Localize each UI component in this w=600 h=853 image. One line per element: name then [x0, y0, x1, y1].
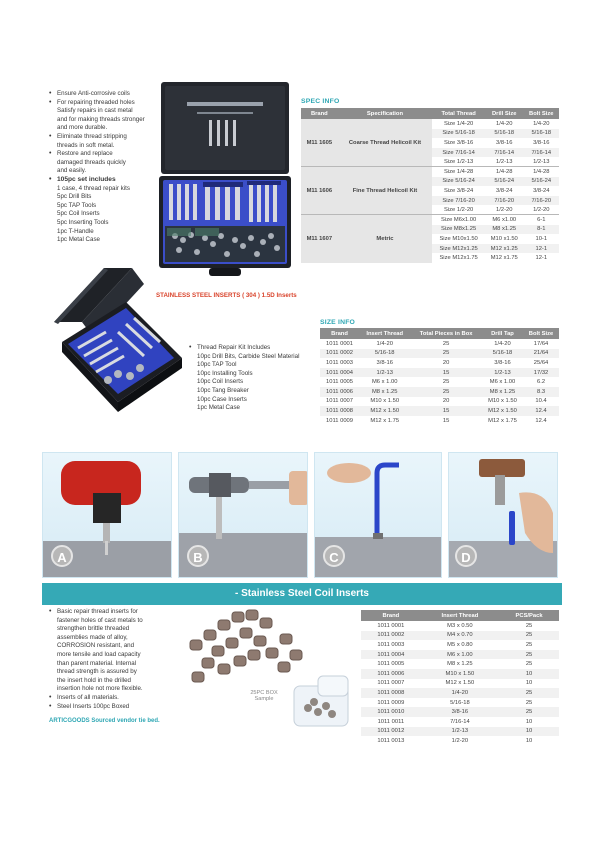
table-cell: 1011 0004: [320, 368, 359, 378]
group-brand-cell: M11 1606: [301, 167, 338, 215]
bottom-feature-item: thread strength is assured by: [57, 668, 137, 676]
table-cell: M4 x 0.70: [421, 631, 499, 641]
table-row: [320, 416, 559, 426]
table-cell: 25: [525, 622, 533, 629]
top-feature-item: 5pc Drill Bits: [57, 193, 92, 201]
table-header-cell: Insert Thread: [359, 328, 410, 339]
table-row: [361, 659, 559, 669]
bottom-feature-item: CORROSION resistant, and: [57, 642, 135, 650]
table-cell: 1011 0002: [361, 631, 421, 641]
mid-feature-item: 1pc Metal Case: [197, 404, 240, 412]
table-cell: 8.3: [523, 387, 559, 397]
table-cell: 3/8-16: [533, 139, 550, 146]
box-caption-line1: 25PC BOX: [250, 690, 278, 696]
table-cell: 1011 0003: [326, 359, 354, 366]
table-cell: 1011 0011: [377, 718, 405, 725]
table-cell: 25: [442, 340, 450, 347]
table-header-cell: Brand: [361, 610, 421, 621]
table-row: [320, 368, 559, 378]
table-cell: 10-1: [535, 235, 548, 242]
table-cell: M8 x 1.25: [359, 387, 410, 397]
table-cell: 25/64: [533, 359, 549, 366]
table-row: [361, 640, 559, 650]
table-header-cell: Bolt Size: [523, 328, 559, 339]
table-cell: 5/16-18: [359, 349, 410, 359]
table-row: [361, 736, 559, 746]
table1-title: SPEC INFO: [301, 98, 340, 105]
table-cell: Size M12x1.25: [432, 244, 485, 254]
table-cell: M3 x 0.50: [447, 622, 473, 629]
table-cell: 1/2-13: [496, 158, 513, 165]
table-cell: 10: [499, 669, 559, 679]
table-cell: Size 7/16-14: [432, 148, 485, 158]
table-cell: 25: [525, 641, 533, 648]
table-row: [361, 669, 559, 679]
size-table: [320, 328, 559, 425]
table-cell: Size 3/8-16: [443, 139, 474, 146]
bottom-feature-item: strengthen brittle threaded: [57, 625, 130, 633]
table-row: [320, 397, 559, 407]
table-cell: 25: [499, 650, 559, 660]
top-feature-item: 1pc Metal Case: [57, 236, 100, 244]
top-feature-item: • Restore and replace: [49, 150, 155, 159]
box-caption: [242, 690, 286, 702]
step-c-badge: C: [323, 545, 345, 567]
table-row: [361, 707, 559, 717]
table-cell: M6 x 1.00: [421, 650, 499, 660]
table-row: [361, 631, 559, 641]
table-cell: 1/4-20: [494, 340, 511, 347]
table-row: [320, 387, 559, 397]
table-cell: 7/16-20: [524, 196, 559, 206]
vendor-note-text: ARTICGOODS Sourced vendor tie bed.: [49, 718, 160, 724]
table-row: [361, 727, 559, 737]
table-header-cell: Drill Tap: [482, 328, 523, 339]
table-cell: M5 x 0.80: [447, 641, 473, 648]
top-feature-item: 5pc TAP Tools: [57, 201, 97, 209]
table-cell: 17/32: [523, 368, 559, 378]
bottom-feature-item: • Basic repair thread inserts for: [49, 608, 189, 617]
table-cell: 5/16-18: [524, 129, 559, 139]
bottom-feature-item: fastener holes of cast metals to: [57, 616, 143, 624]
table-row: [320, 349, 559, 359]
step-c-photo: [314, 452, 442, 578]
group-brand-cell: M11 1605: [301, 119, 338, 167]
table2-title: SIZE INFO: [320, 319, 356, 326]
step-d-badge: D: [455, 545, 477, 567]
table-header-cell: Total Thread: [432, 108, 485, 119]
table-cell: M12 x1.75: [490, 255, 518, 262]
table-cell: 1/4-28: [485, 167, 524, 177]
mid-feature-item: 10pc Coil Inserts: [197, 378, 244, 386]
table-cell: 12.4: [535, 417, 547, 424]
top-feature-item: • Ensure Anti-corrosive coils: [49, 90, 155, 99]
table-cell: 25: [499, 707, 559, 717]
table-cell: M8 x1.25: [485, 225, 524, 235]
table-cell: 3/8-16: [496, 139, 513, 146]
table-cell: 21/64: [523, 349, 559, 359]
table-cell: 1011 0006: [361, 669, 421, 679]
top-feature-item: and easily.: [57, 167, 87, 175]
table-cell: 10: [525, 737, 533, 744]
top-feature-item: damaged threads quickly: [57, 158, 126, 166]
table-cell: 7/16-14: [450, 718, 470, 725]
box-caption-line2: Sample: [254, 696, 274, 702]
table-cell: M10 x 1.50: [421, 669, 499, 679]
table-row: [320, 358, 559, 368]
table-cell: 12-1: [535, 255, 548, 262]
mid-feature-item: • Thread Repair Kit Includes: [189, 344, 317, 353]
group-spec-cell: Coarse Thread Helicoil Kit: [338, 119, 433, 167]
table-cell: M10 x1.50: [490, 235, 518, 242]
table-row: [361, 650, 559, 660]
top-feature-item: threads in soft metal.: [57, 141, 115, 149]
step-d-photo: [448, 452, 558, 578]
table-cell: 25: [410, 387, 482, 397]
table-row: [361, 698, 559, 708]
table-row: [301, 119, 559, 129]
table-cell: Size 1/4-28: [432, 167, 485, 177]
table-row: [301, 167, 559, 177]
bottom-feature-item: • Inserts of all materials.: [49, 694, 189, 703]
top-feature-item: 5pc Inserting Tools: [57, 218, 109, 226]
step-a-badge: A: [51, 545, 73, 567]
table-cell: M8 x 1.25: [482, 387, 523, 397]
table-cell: 25: [410, 349, 482, 359]
table-cell: 3/8-16: [376, 359, 393, 366]
table-cell: 3/8-24: [533, 187, 550, 194]
table-cell: M6 x 1.00: [489, 379, 516, 386]
table-cell: 7/16-14: [485, 148, 524, 158]
table-cell: 17/64: [533, 340, 549, 347]
table-row: [361, 717, 559, 727]
table-cell: 1011 0004: [361, 650, 421, 660]
table-cell: 1011 0001: [377, 622, 405, 629]
mid-feature-item: 10pc Installing Tools: [197, 369, 253, 377]
table-cell: M8 x 1.25: [447, 661, 473, 668]
clear-box-photo: [288, 672, 358, 732]
spec-table-kits: [301, 108, 559, 263]
table-cell: 15: [410, 368, 482, 378]
table-cell: M12 x 1.50: [445, 680, 475, 687]
stainless-banner: - Stainless Steel Coil Inserts: [42, 583, 562, 605]
table-cell: M12 x1.25: [485, 244, 524, 254]
table-cell: 10: [499, 727, 559, 737]
table-cell: 1/2-20: [451, 737, 469, 744]
top-feature-item: and for making threads stronger: [57, 115, 145, 123]
bottom-feature-item: more tensile and load capacity: [57, 650, 141, 658]
bottom-feature-item: the insert hold in the drilled: [57, 676, 131, 684]
top-feature-item: 1 case, 4 thread repair kits: [57, 184, 130, 192]
table-cell: 1011 0006: [320, 387, 359, 397]
mid-feature-item: 10pc Drill Bits, Carbide Steel Material: [197, 352, 300, 360]
table-cell: 1/4-20: [533, 120, 550, 127]
bottom-feature-item: than parent material. Internal: [57, 659, 137, 667]
table-cell: Size 5/16-18: [432, 129, 485, 139]
table-header-cell: Insert Thread: [421, 610, 499, 621]
table-cell: 10: [525, 718, 533, 725]
top-feature-item: Satisfy repairs in cast metal: [57, 107, 133, 115]
table-cell: 1011 0012: [361, 727, 421, 737]
table-cell: M12 x 1.50: [359, 406, 410, 416]
thread-repair-case-photo: [157, 80, 293, 280]
table-cell: Size 1/2-20: [443, 206, 474, 213]
group-brand-cell: M11 1607: [301, 215, 338, 263]
table-cell: 12-1: [524, 244, 559, 254]
table-cell: Size 1/4-20: [443, 120, 474, 127]
table-cell: 7/16-14: [524, 148, 559, 158]
top-feature-item: • 105pc set includes: [49, 176, 155, 185]
table-cell: 5/16-24: [485, 177, 524, 187]
table-cell: 6.2: [537, 379, 546, 386]
vendor-note: [49, 718, 160, 724]
open-kit-case-photo: [48, 262, 186, 444]
table-cell: 10: [525, 680, 533, 687]
table-header-cell: Drill Size: [485, 108, 524, 119]
table-cell: 15: [442, 417, 450, 424]
stainless-caption: STAINLESS STEEL INSERTS ( 304 ) 1.5D Inserts: [156, 292, 297, 299]
table-cell: 10.4: [535, 398, 547, 405]
table-cell: 1/2-13: [421, 727, 499, 737]
table-cell: 7/16-20: [485, 196, 524, 206]
table-cell: 20: [442, 359, 450, 366]
table-cell: 1/4-20: [376, 340, 393, 347]
table-row: [320, 339, 559, 349]
table-cell: M10 x 1.50: [488, 398, 517, 405]
top-feature-item: 5pc Coil Inserts: [57, 210, 100, 218]
table-header-cell: Total Pieces in Box: [410, 328, 482, 339]
mid-feature-item: 10pc TAP Tool: [197, 361, 237, 369]
table-header-cell: PCS/Pack: [499, 610, 559, 621]
table-cell: 15: [410, 406, 482, 416]
top-feature-list: [49, 90, 155, 245]
bottom-feature-item: • Steel Inserts 100pc Boxed: [49, 703, 189, 712]
table-cell: 1011 0009: [377, 699, 405, 706]
table-cell: 8-1: [524, 225, 559, 235]
table-cell: 1011 0009: [326, 417, 354, 424]
table-cell: 1011 0007: [377, 680, 405, 687]
table-cell: 1011 0008: [361, 688, 421, 698]
table-cell: Size M12x1.75: [439, 255, 478, 262]
table-cell: 1011 0013: [377, 737, 405, 744]
table-cell: 1/2-20: [533, 206, 550, 213]
table-cell: 1/4-20: [496, 120, 513, 127]
table-cell: 3/8-24: [496, 187, 513, 194]
step-b-photo: [178, 452, 308, 578]
table-cell: Size M8x1.25: [432, 225, 485, 235]
table-row: [361, 688, 559, 698]
table-cell: 25: [499, 631, 559, 641]
bottom-feature-list: [49, 608, 189, 711]
table-header-cell: Brand: [301, 108, 338, 119]
table-cell: 1011 0008: [320, 406, 359, 416]
table-cell: 1/2-13: [359, 368, 410, 378]
table-row: [361, 679, 559, 689]
table-header-cell: Bolt Size: [524, 108, 559, 119]
table-cell: 5/16-18: [482, 349, 523, 359]
table-cell: 25: [442, 379, 450, 386]
table-row: [361, 621, 559, 631]
mid-feature-item: 10pc Tang Breaker: [197, 386, 249, 394]
insert-pack-table: [361, 610, 559, 746]
table-cell: 25: [525, 699, 533, 706]
table-cell: Size M10x1.50: [439, 235, 478, 242]
table-cell: 1/2-20: [496, 206, 513, 213]
step-b-badge: B: [187, 545, 209, 567]
table-cell: Size 5/16-24: [432, 177, 485, 187]
table-cell: 1011 0005: [377, 661, 405, 668]
table-cell: 1011 0007: [326, 398, 354, 405]
table-cell: 1/2-13: [482, 368, 523, 378]
table-cell: 1011 0003: [377, 641, 405, 648]
table-cell: Size 1/2-13: [443, 158, 474, 165]
table-cell: 20: [442, 398, 450, 405]
table-cell: 1011 0010: [361, 707, 421, 717]
mid-feature-item: 10pc Case Inserts: [197, 395, 247, 403]
table-cell: Size 3/8-24: [443, 187, 474, 194]
table-cell: 1011 0001: [326, 340, 354, 347]
table-cell: Size M6x1.00: [432, 215, 485, 225]
table-row: [320, 377, 559, 387]
top-feature-item: and more durable.: [57, 124, 108, 132]
table-cell: 1/4-20: [421, 688, 499, 698]
table-row: [320, 406, 559, 416]
table-cell: 5/16-18: [485, 129, 524, 139]
top-feature-item: 1pc T-Handle: [57, 227, 94, 235]
table-cell: M6 x1.00: [485, 215, 524, 225]
mid-feature-list: [189, 344, 317, 413]
table-header-cell: Brand: [320, 328, 359, 339]
group-spec-cell: Fine Thread Helicoil Kit: [338, 167, 433, 215]
table-cell: 12.4: [523, 406, 559, 416]
table-cell: 1011 0002: [320, 349, 359, 359]
table-cell: 1/4-28: [524, 167, 559, 177]
table-cell: 3/8-16: [421, 707, 499, 717]
table-header-cell: Specification: [338, 108, 433, 119]
top-feature-item: • Eliminate thread stripping: [49, 133, 155, 142]
group-spec-cell: Metric: [338, 215, 433, 263]
table-cell: 6-1: [524, 215, 559, 225]
table-cell: 1/2-13: [533, 158, 550, 165]
bottom-feature-item: assemblies made of alloy,: [57, 633, 128, 641]
table-cell: M6 x 1.00: [371, 379, 398, 386]
table-cell: 5/16-18: [450, 699, 470, 706]
table-cell: M12 x 1.75: [488, 417, 517, 424]
table-cell: 25: [525, 661, 533, 668]
table-cell: M10 x 1.50: [370, 398, 400, 405]
table-row: [301, 215, 559, 225]
table-cell: M12 x 1.75: [370, 417, 400, 424]
table-cell: Size 7/16-20: [432, 196, 485, 206]
table-cell: 25: [499, 688, 559, 698]
step-a-photo: [42, 452, 172, 578]
table-cell: 5/16-24: [524, 177, 559, 187]
bottom-feature-item: insertion hole not more flexible.: [57, 685, 143, 693]
table-cell: 1011 0005: [326, 379, 354, 386]
top-feature-item: • For repairing threaded holes: [49, 99, 155, 108]
table-cell: 3/8-16: [494, 359, 511, 366]
table-cell: M12 x 1.50: [482, 406, 523, 416]
